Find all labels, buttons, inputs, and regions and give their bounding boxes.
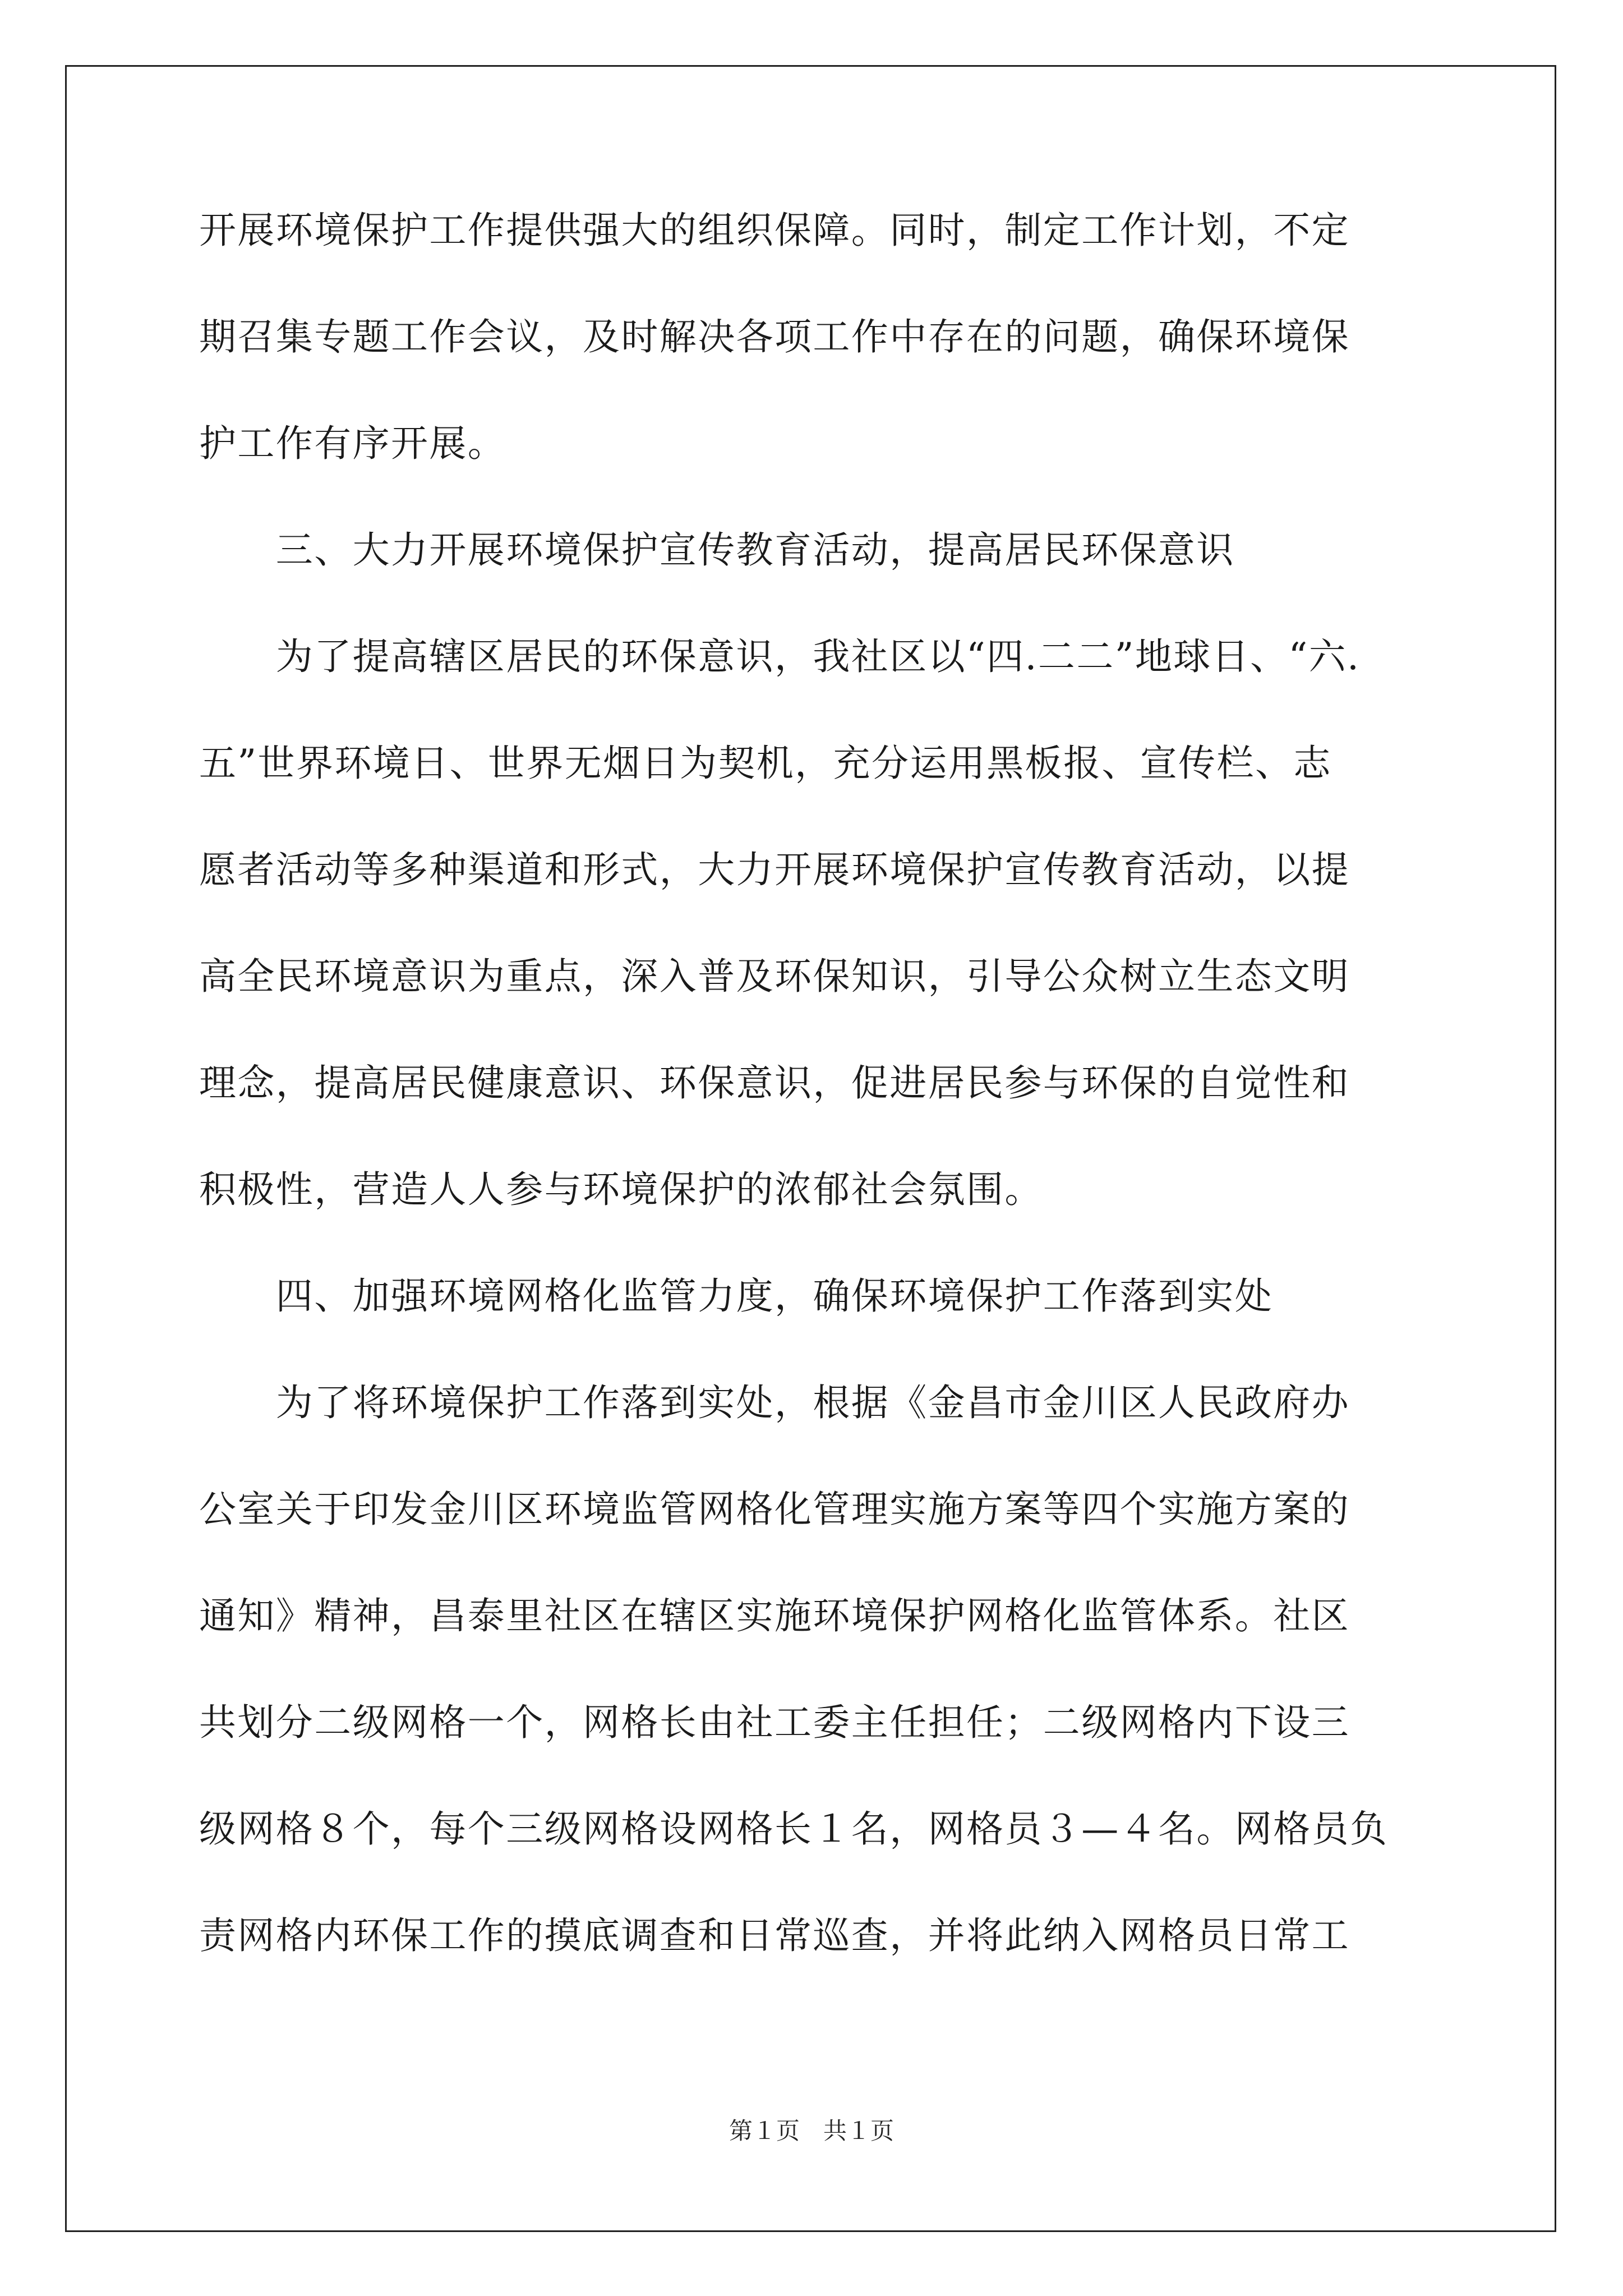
text-line: 为了提高辖区居民的环保意识，我社区以“四.二二”地球日、“六. <box>199 635 1361 678</box>
text-line: 理念，提高居民健康意识、环保意识，促进居民参与环保的自觉性和 <box>199 1061 1350 1105</box>
text-line: 共划分二级网格一个，网格长由社工委主任担任；二级网格内下设三 <box>199 1701 1350 1744</box>
section-heading: 三、大力开展环境保护宣传教育活动，提高居民环保意识 <box>199 528 1235 572</box>
text-line: 期召集专题工作会议，及时解决各项工作中存在的问题，确保环境保 <box>199 315 1350 358</box>
text-line: 护工作有序开展。 <box>199 422 506 465</box>
text-line: 责网格内环保工作的摸底调查和日常巡查，并将此纳入网格员日常工 <box>199 1914 1350 1957</box>
text-line: 愿者活动等多种渠道和形式，大力开展环境保护宣传教育活动，以提 <box>199 848 1350 891</box>
text-line: 积极性，营造人人参与环境保护的浓郁社会氛围。 <box>199 1168 1043 1211</box>
text-line: 五”世界环境日、世界无烟日为契机，充分运用黑板报、宣传栏、志 <box>199 742 1332 785</box>
section-heading: 四、加强环境网格化监管力度，确保环境保护工作落到实处 <box>199 1274 1274 1318</box>
text-line: 高全民环境意识为重点，深入普及环保知识，引导公众树立生态文明 <box>199 955 1350 998</box>
text-line: 通知》精神，昌泰里社区在辖区实施环境保护网格化监管体系。社区 <box>199 1594 1350 1637</box>
page-number-footer: 第１页 共１页 <box>728 2117 894 2145</box>
text-line: 开展环境保护工作提供强大的组织保障。同时，制定工作计划，不定 <box>199 209 1350 252</box>
text-line: 级网格８个，每个三级网格设网格长１名，网格员３—４名。网格员负 <box>199 1807 1389 1851</box>
text-line: 公室关于印发金川区环境监管网格化管理实施方案等四个实施方案的 <box>199 1488 1350 1531</box>
page-border <box>65 65 1556 2232</box>
text-line: 为了将环境保护工作落到实处，根据《金昌市金川区人民政府办 <box>199 1381 1350 1424</box>
